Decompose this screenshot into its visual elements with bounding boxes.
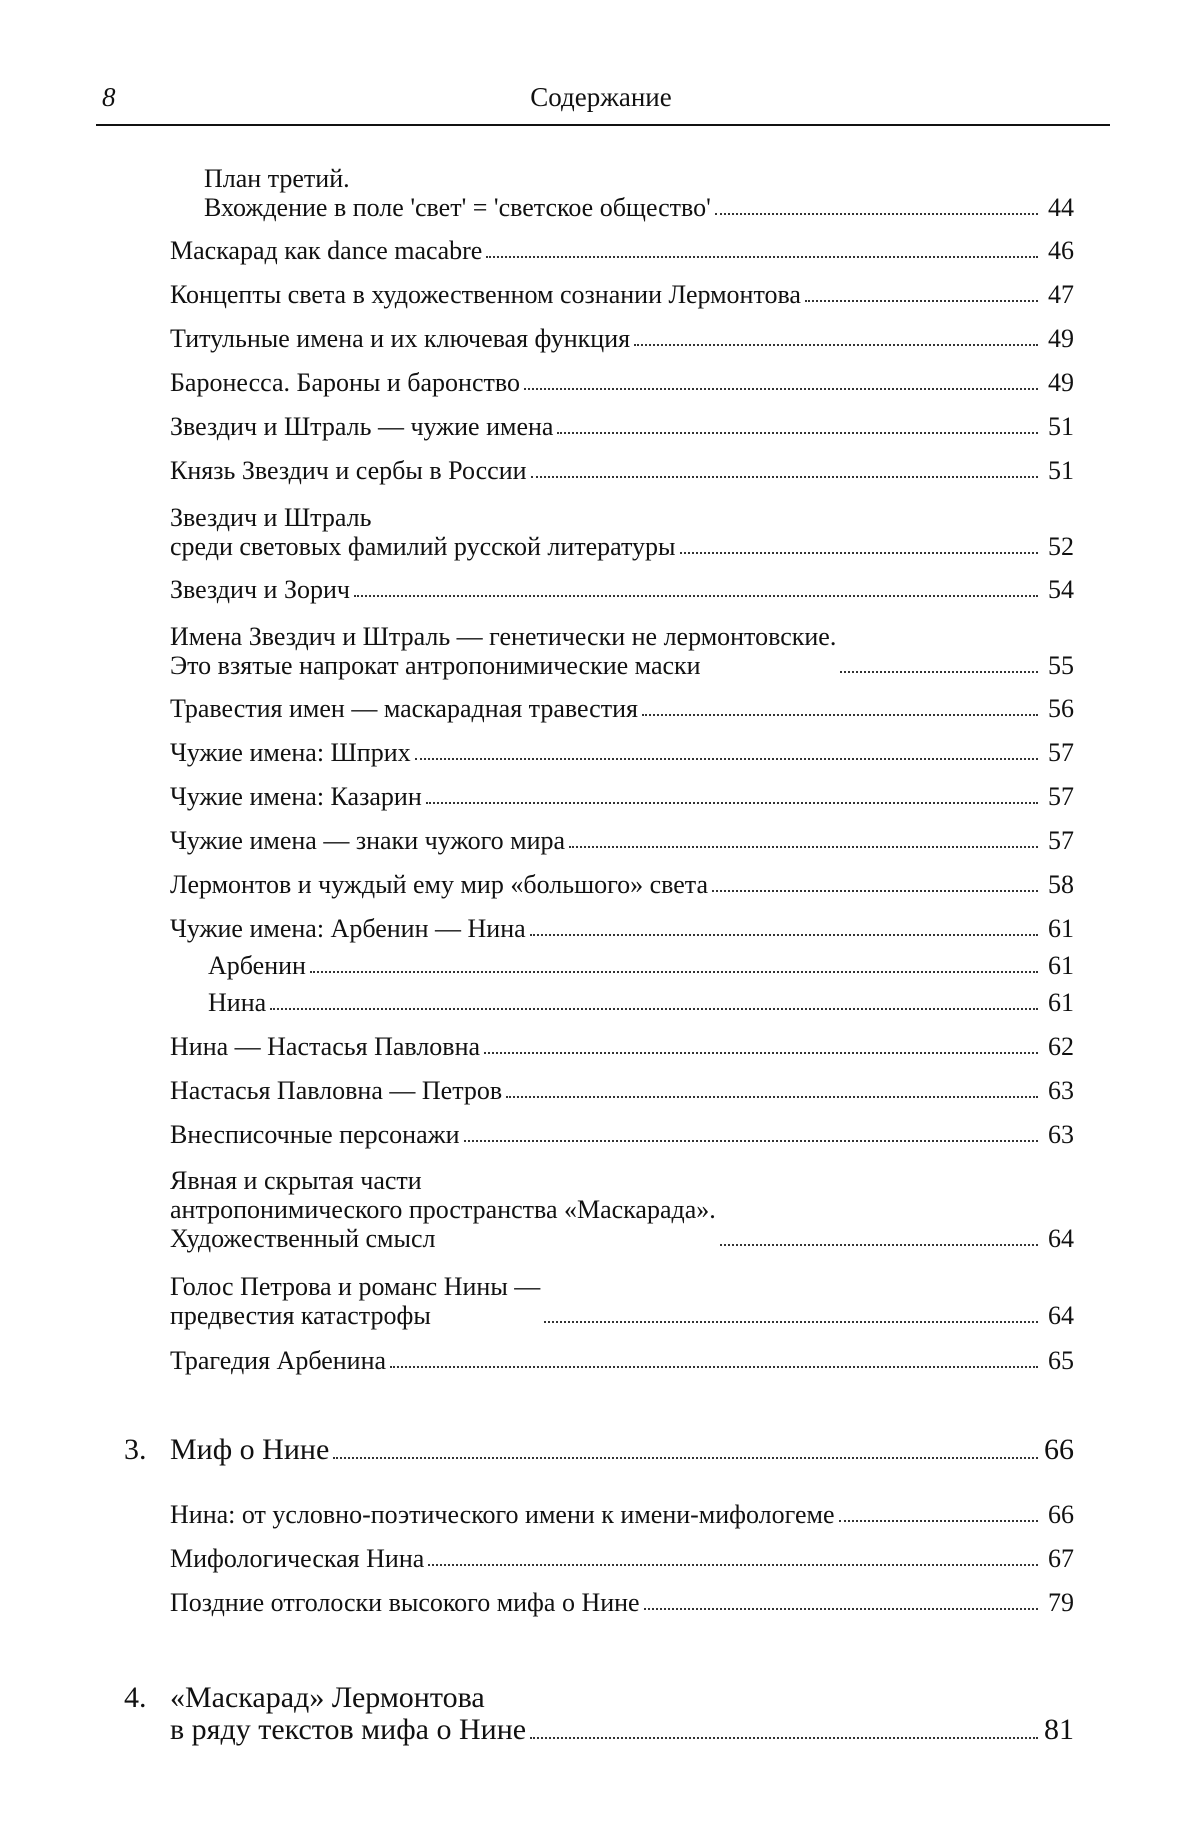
header-rule [96,124,1110,126]
toc-entry-title: Имена Звездич и Штраль — генетически не лермонтовские. Это взятые напрокат антропонимические маски [170,622,837,680]
toc-entry-title: Травестия имен — маскарадная травестия [170,694,638,723]
toc-entry-page: 66 [1044,1433,1074,1466]
toc-entry-title: Нина — Настасья Павловна [170,1032,481,1061]
dot-leader [680,552,1038,554]
toc-entry [170,575,1074,604]
toc-entry-title: Звездич и Штраль — чужие имена [170,412,554,441]
toc-entry [170,1544,1074,1573]
dot-leader [531,476,1038,478]
toc-entry [170,236,1074,265]
toc-entry-title: Концепты света в художественном сознании Лермонтова [170,280,801,309]
toc-entry-title: Голос Петрова и романс Нины — предвестия катастрофы [170,1272,541,1330]
dot-leader [506,1096,1038,1098]
toc-entry [170,826,1074,855]
toc-entry-page: 67 [1048,1544,1074,1573]
toc-entry-page: 57 [1048,738,1074,767]
dot-leader [644,1608,1038,1610]
toc-entry-title: Чужие имена: Арбенин — Нина [170,914,526,943]
toc-entry-page: 62 [1048,1032,1074,1061]
toc-entry [170,694,1074,723]
toc-entry [170,412,1074,441]
toc-entry-page: 56 [1048,694,1074,723]
toc-entry-page: 61 [1048,988,1074,1017]
toc-entry [170,1076,1074,1105]
toc-entry-page: 57 [1048,782,1074,811]
dot-leader [486,256,1038,258]
dot-leader [426,802,1038,804]
toc-entry [170,914,1074,943]
toc-entry-page: 49 [1048,368,1074,397]
toc-entry-page: 63 [1048,1120,1074,1149]
toc-entry-page: 64 [1048,1301,1074,1330]
toc-entry-title: Трагедия Арбенина [170,1346,387,1375]
toc-entry [170,870,1074,899]
dot-leader [557,432,1038,434]
dot-leader [464,1140,1038,1142]
toc-entry-page: 49 [1048,324,1074,353]
toc-entry [170,456,1074,485]
toc-entry [170,782,1074,811]
dot-leader [805,300,1038,302]
toc-entry-page: 79 [1048,1588,1074,1617]
dot-leader [310,971,1038,973]
dot-leader [715,213,1038,215]
running-title: Содержание [530,82,672,112]
toc-entry-page: 44 [1048,193,1074,222]
dot-leader [840,671,1038,673]
toc-entry [170,324,1074,353]
dot-leader [544,1321,1038,1323]
toc-entry-page: 64 [1048,1224,1074,1253]
toc-entry-page: 66 [1048,1500,1074,1529]
toc-entry-title: Титульные имена и их ключевая функция [170,324,631,353]
page-header [96,82,1106,126]
chapter-title: «Маскарад» Лермонтова в ряду текстов мифа о Нине [170,1681,527,1746]
dot-leader [428,1564,1038,1566]
toc-entry-title: Арбенин [208,951,306,980]
dot-leader [720,1244,1038,1246]
dot-leader [569,846,1038,848]
toc-entry-title: Звездич и Штраль среди световых фамилий русской литературы [170,503,676,561]
toc-entry [170,1346,1074,1375]
toc-entry-title: План третий. Вхождение в поле 'свет' = 'светское общество' [204,164,711,222]
toc-entry-page: 57 [1048,826,1074,855]
toc-entry-page: 63 [1048,1076,1074,1105]
toc-entry [170,1272,1074,1330]
toc-entry-page: 51 [1048,456,1074,485]
toc-entry [170,622,1074,680]
toc-entry [170,280,1074,309]
toc-entry-title: Нина [208,988,267,1017]
toc-entry [170,1500,1074,1529]
toc-entry-title: Нина: от условно-поэтического имени к имени-мифологеме [170,1500,835,1529]
toc-entry-page: 54 [1048,575,1074,604]
dot-leader [484,1052,1038,1054]
toc-entry-page: 58 [1048,870,1074,899]
toc-subentry [208,951,1074,980]
dot-leader [839,1520,1038,1522]
toc-chapter [170,1682,1074,1746]
toc-entry [170,1588,1074,1617]
toc-entry-page: 51 [1048,412,1074,441]
dot-leader [530,1737,1038,1739]
toc-chapter [170,1434,1074,1466]
toc-entry-page: 52 [1048,532,1074,561]
toc-entry-title: Чужие имена: Казарин [170,782,422,811]
chapter-number: 3. [124,1433,147,1466]
toc-entry-title: Чужие имена: Шприх [170,738,411,767]
toc-entry-title: Звездич и Зорич [170,575,350,604]
toc-entry-title: Лермонтов и чуждый ему мир «большого» света [170,870,709,899]
dot-leader [634,344,1038,346]
toc-entry [170,368,1074,397]
dot-leader [524,388,1038,390]
dot-leader [530,934,1038,936]
dot-leader [390,1366,1038,1368]
toc-entry-title: Маскарад как dance macabre [170,236,483,265]
toc-entry [170,503,1074,561]
chapter-title: Миф о Нине [170,1433,330,1466]
toc-entry-title: Явная и скрытая части антропонимического пространства «Маскарада». Художественный смысл [170,1166,716,1253]
toc-entry-page: 55 [1048,651,1074,680]
toc-entry-title: Баронесса. Бароны и баронство [170,368,520,397]
dot-leader [642,714,1038,716]
dot-leader [333,1457,1038,1459]
toc-entry-title: Мифологическая Нина [170,1544,425,1573]
toc-entry-page: 81 [1044,1713,1074,1746]
toc-entry-page: 65 [1048,1346,1074,1375]
toc-entry [204,164,1074,222]
toc-entry [170,1120,1074,1149]
toc-entry-page: 47 [1048,280,1074,309]
toc-entry-title: Чужие имена — знаки чужого мира [170,826,566,855]
page-number: 8 [102,82,116,112]
toc-entry-title: Внесписочные персонажи [170,1120,460,1149]
chapter-number: 4. [124,1681,147,1714]
toc-entry-page: 61 [1048,951,1074,980]
dot-leader [712,890,1038,892]
toc-entry-title: Князь Звездич и сербы в России [170,456,527,485]
toc-entry-page: 46 [1048,236,1074,265]
toc-subentry [208,988,1074,1017]
toc-entry-title: Настасья Павловна — Петров [170,1076,503,1105]
dot-leader [415,758,1038,760]
toc-entry-title: Поздние отголоски высокого мифа о Нине [170,1588,640,1617]
dot-leader [354,595,1038,597]
dot-leader [270,1008,1038,1010]
toc-entry-page: 61 [1048,914,1074,943]
toc-entry [170,1166,1074,1253]
toc-entry [170,738,1074,767]
toc-entry [170,1032,1074,1061]
